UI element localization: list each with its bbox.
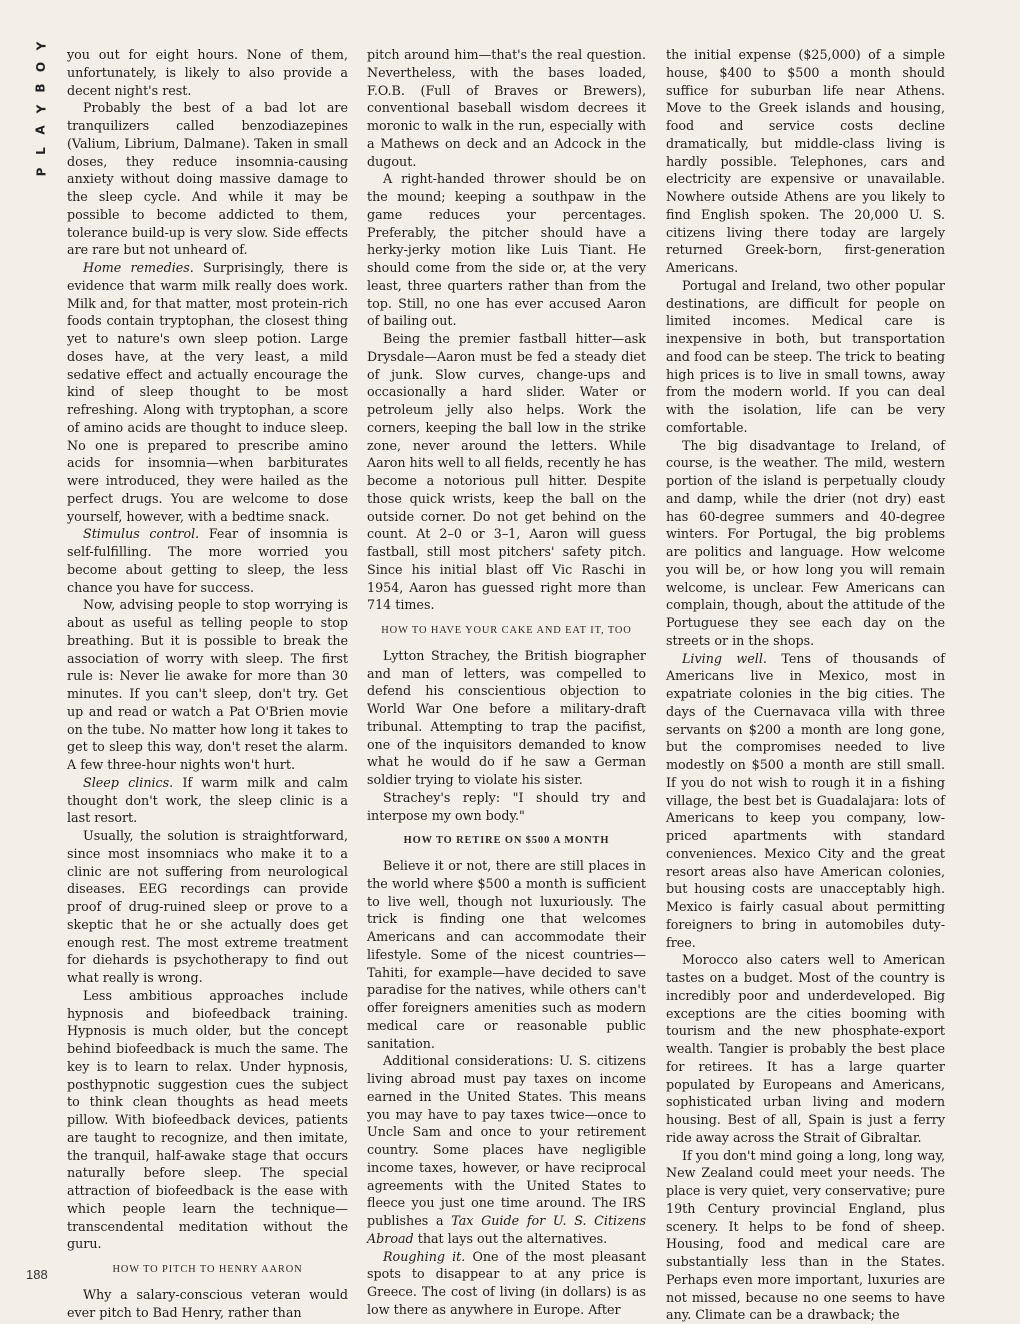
run-in-heading: Stimulus control. (83, 526, 199, 541)
run-in-heading: Sleep clinics. (83, 775, 173, 790)
run-in-heading: Living well. (682, 651, 767, 666)
paragraph: Strachey's reply: "I should try and interpose my own body." (367, 789, 646, 825)
paragraph: Being the premier fastball hitter—ask Drysdale—Aaron must be fed a steady diet of junk. Slow curves, change-ups and occasionally a hard slider. Water or petroleum jelly also helps. Work the corners, keeping the ball low in the strike zone, never around the letters. While Aaron hits well to all fields, recently he has become a notorious pull hitter. Despite those quick wrists, keep the ball on the outside corner. Do not get behind on the count. At 2–0 or 3–1, Aaron will guess fastball, still most pitchers' safety pitch. Since his initial blast off Vic Raschi in 1954, Aaron has guessed right more than 714 times. (367, 330, 646, 614)
paragraph: the initial expense ($25,000) of a simple house, $400 to $500 a month should suffice for suburban life near Athens. Move to the Greek islands and housing, food and service costs decline dramatically, but middle-class living is hardly possible. Telephones, cars and electricity are expensive or unavailable. Nowhere outside Athens are you likely to find English spoken. The 20,000 U. S. citizens living there today are largely returned Greek-born, first-generation Americans. (666, 46, 945, 277)
section-heading: HOW TO HAVE YOUR CAKE AND EAT IT, TOO (367, 622, 646, 640)
paragraph: Probably the best of a bad lot are tranquilizers called benzodiazepines (Valium, Librium, Dalmane). Taken in small doses, they reduce insomnia-causing anxiety without doing massive damage to the sleep cycle. And while it may be possible to become addicted to them, tolerance build-up is very slow. Side effects are rare but not unheard of. (67, 99, 348, 259)
paragraph-text: If warm milk and calm thought don't work, the sleep clinic is a last resort. (67, 775, 348, 826)
column-3 (666, 46, 945, 1296)
magazine-name-letter: B (35, 83, 47, 92)
paragraph: Believe it or not, there are still places in the world where $500 a month is sufficient to live well, though not luxuriously. The trick is finding one that welcomes Americans and can accommodate their lifestyle. Some of the nicest countries—Tahiti, for example—have decided to save paradise for the natives, while others can't offer foreigners amenities such as modern medical care or reasonable public sanitation. (367, 857, 646, 1052)
page-number: 188 (26, 1267, 48, 1282)
paragraph-text: Fear of insomnia is self-fulfilling. The more worried you become about getting to sleep, the less chance you have for success. (67, 526, 348, 594)
magazine-name-vertical (24, 40, 58, 178)
paragraph (67, 774, 348, 827)
section-heading: HOW TO PITCH TO HENRY AARON (67, 1261, 348, 1279)
run-in-heading: Roughing it. (383, 1249, 465, 1264)
paragraph-text: One of the most pleasant spots to disappear to at any price is Greece. The cost of living (in dollars) is as low there as anywhere in Europe. After (367, 1249, 646, 1317)
paragraph (67, 525, 348, 596)
column-2 (367, 46, 646, 1296)
paragraph (67, 259, 348, 525)
magazine-name-letter: P (35, 168, 47, 177)
paragraph-text: Surprisingly, there is evidence that warm milk really does work. Milk and, for that matter, most protein-rich foods contain tryptophan, the closest thing yet to nature's own sleep potion. Large doses have, at the very least, a mild sedative effect and actually encourage the kind of sleep thought to be most refreshing. Along with tryptophan, a score of amino acids are thought to induce sleep. No one is prepared to prescribe amino acids for insomnia—when barbiturates were introduced, they were hailed as the perfect drugs. You are welcome to dose yourself, however, with a bedtime snack. (67, 260, 348, 524)
paragraph (367, 1248, 646, 1319)
paragraph: A right-handed thrower should be on the mound; keeping a southpaw in the game reduces your percentages. Preferably, the pitcher should have a herky-jerky motion like Luis Tiant. He should come from the side or, at the very least, three quarters rather than from the top. Still, no one has ever accused Aaron of bailing out. (367, 170, 646, 330)
paragraph: Why a salary-conscious veteran would ever pitch to Bad Henry, rather than (67, 1286, 348, 1322)
column-1 (67, 46, 348, 1296)
section-heading: HOW TO RETIRE ON $500 A MONTH (367, 832, 646, 850)
paragraph-text: Additional considerations: U. S. citizens living abroad must pay taxes on income earned in the United States. This means you may have to pay taxes twice—once to Uncle Sam and once to your retirement country. Some places have negligible income taxes, however, or have reciprocal agreements with the United States to fleece you just one time around. The IRS publishes a (367, 1053, 646, 1228)
magazine-name-letter: L (35, 147, 47, 155)
paragraph: pitch around him—that's the real question. Nevertheless, with the bases loaded, F.O.B. (Full of Braves or Brewers), conventional baseball wisdom decrees it moronic to walk in the run, especially with a Mathews on deck and an Adcock in the dugout. (367, 46, 646, 170)
magazine-name-letter: O (35, 62, 47, 72)
paragraph: Morocco also caters well to American tastes on a budget. Most of the country is incredibly poor and underdeveloped. Big exceptions are the cities booming with tourism and the new phosphate-export wealth. Tangier is probably the best place for retirees. It has a large quarter populated by Europeans and Americans, sophisticated urban living and modern housing. Best of all, Spain is just a ferry ride away across the Strait of Gibraltar. (666, 951, 945, 1146)
paragraph-text: that lays out the alternatives. (414, 1231, 608, 1246)
paragraph: The big disadvantage to Ireland, of course, is the weather. The mild, western portion of the island is perpetually cloudy and damp, while the drier (not dry) east has 60-degree summers and 40-degree winters. For Portugal, the big problems are politics and language. How welcome you will be, or how long you will remain welcome, is unclear. Few Americans can complain, though, about the attitude of the Portuguese they see each day on the streets or in the shops. (666, 437, 945, 650)
paragraph: Portugal and Ireland, two other popular destinations, are difficult for people on limited incomes. Medical care is inexpensive in both, but transportation and food can be steep. The trick to beating high prices is to live in small towns, away from the modern world. If you can deal with the isolation, life can be very comfortable. (666, 277, 945, 437)
paragraph (666, 650, 945, 952)
run-in-heading: Home remedies. (83, 260, 194, 275)
paragraph: Usually, the solution is straightforward, since most insomniacs who make it to a clinic are not suffering from neurological diseases. EEG recordings can provide proof of drug-ruined sleep or prove to a skeptic that he or she actually does get enough rest. The most extreme treatment for diehards is psychotherapy to find out what really is wrong. (67, 827, 348, 987)
magazine-name-letter: A (35, 125, 47, 134)
magazine-name-letter: Y (35, 42, 47, 51)
paragraph-text: Tens of thousands of Americans live in Mexico, most in expatriate colonies in the big cities. The days of the Cuernavaca villa with three servants on $200 a month are long gone, but the compromises needed to live modestly on $500 a month are still small. If you do not wish to rough it in a fishing village, the best bet is Guadalajara: lots of Americans to keep you company, low-priced apartments with standard conveniences. Mexico City and the great resort areas also have American colonies, but housing costs are unacceptably high. Mexico is fairly casual about permitting foreigners to bring in automobiles duty-free. (666, 651, 945, 950)
paragraph: Lytton Strachey, the British biographer and man of letters, was compelled to defend his conscientious objection to World War One before a military-draft tribunal. Attempting to trap the pacifist, one of the inquisitors demanded to know what he would do if he saw a German soldier trying to violate his sister. (367, 647, 646, 789)
publication-title: Tax Guide for U. S. Citizens Abroad (367, 1213, 646, 1246)
paragraph: If you don't mind going a long, long way, New Zealand could meet your needs. The place is very quiet, very conservative; pure 19th Century provincial England, plus scenery. It helps to be fond of sheep. Housing, food and medical care are substantially less than in the States. Perhaps even more important, luxuries are not missed, because no one seems to have any. Climate can be a drawback; the (666, 1147, 945, 1324)
paragraph: you out for eight hours. None of them, unfortunately, is likely to also provide a decent night's rest. (67, 46, 348, 99)
paragraph (367, 1052, 646, 1247)
magazine-name-letter: Y (35, 105, 47, 114)
paragraph: Less ambitious approaches include hypnosis and biofeedback training. Hypnosis is much older, but the concept behind biofeedback is much the same. The key is to learn to relax. Under hypnosis, posthypnotic suggestion cues the subject to think clean thoughts as head meets pillow. With biofeedback devices, patients are taught to recognize, and then imitate, the tranquil, half-awake stage that occurs naturally before sleep. The special attraction of biofeedback is the ease with which people learn the technique—transcendental meditation without the guru. (67, 987, 348, 1253)
paragraph: Now, advising people to stop worrying is about as useful as telling people to stop breathing. But it is possible to break the association of worry with sleep. The first rule is: Never lie awake for more than 30 minutes. If you can't sleep, don't try. Get up and read or watch a Pat O'Brien movie on the tube. No matter how long it takes to get to sleep this way, don't reset the alarm. A few three-hour nights won't hurt. (67, 596, 348, 774)
